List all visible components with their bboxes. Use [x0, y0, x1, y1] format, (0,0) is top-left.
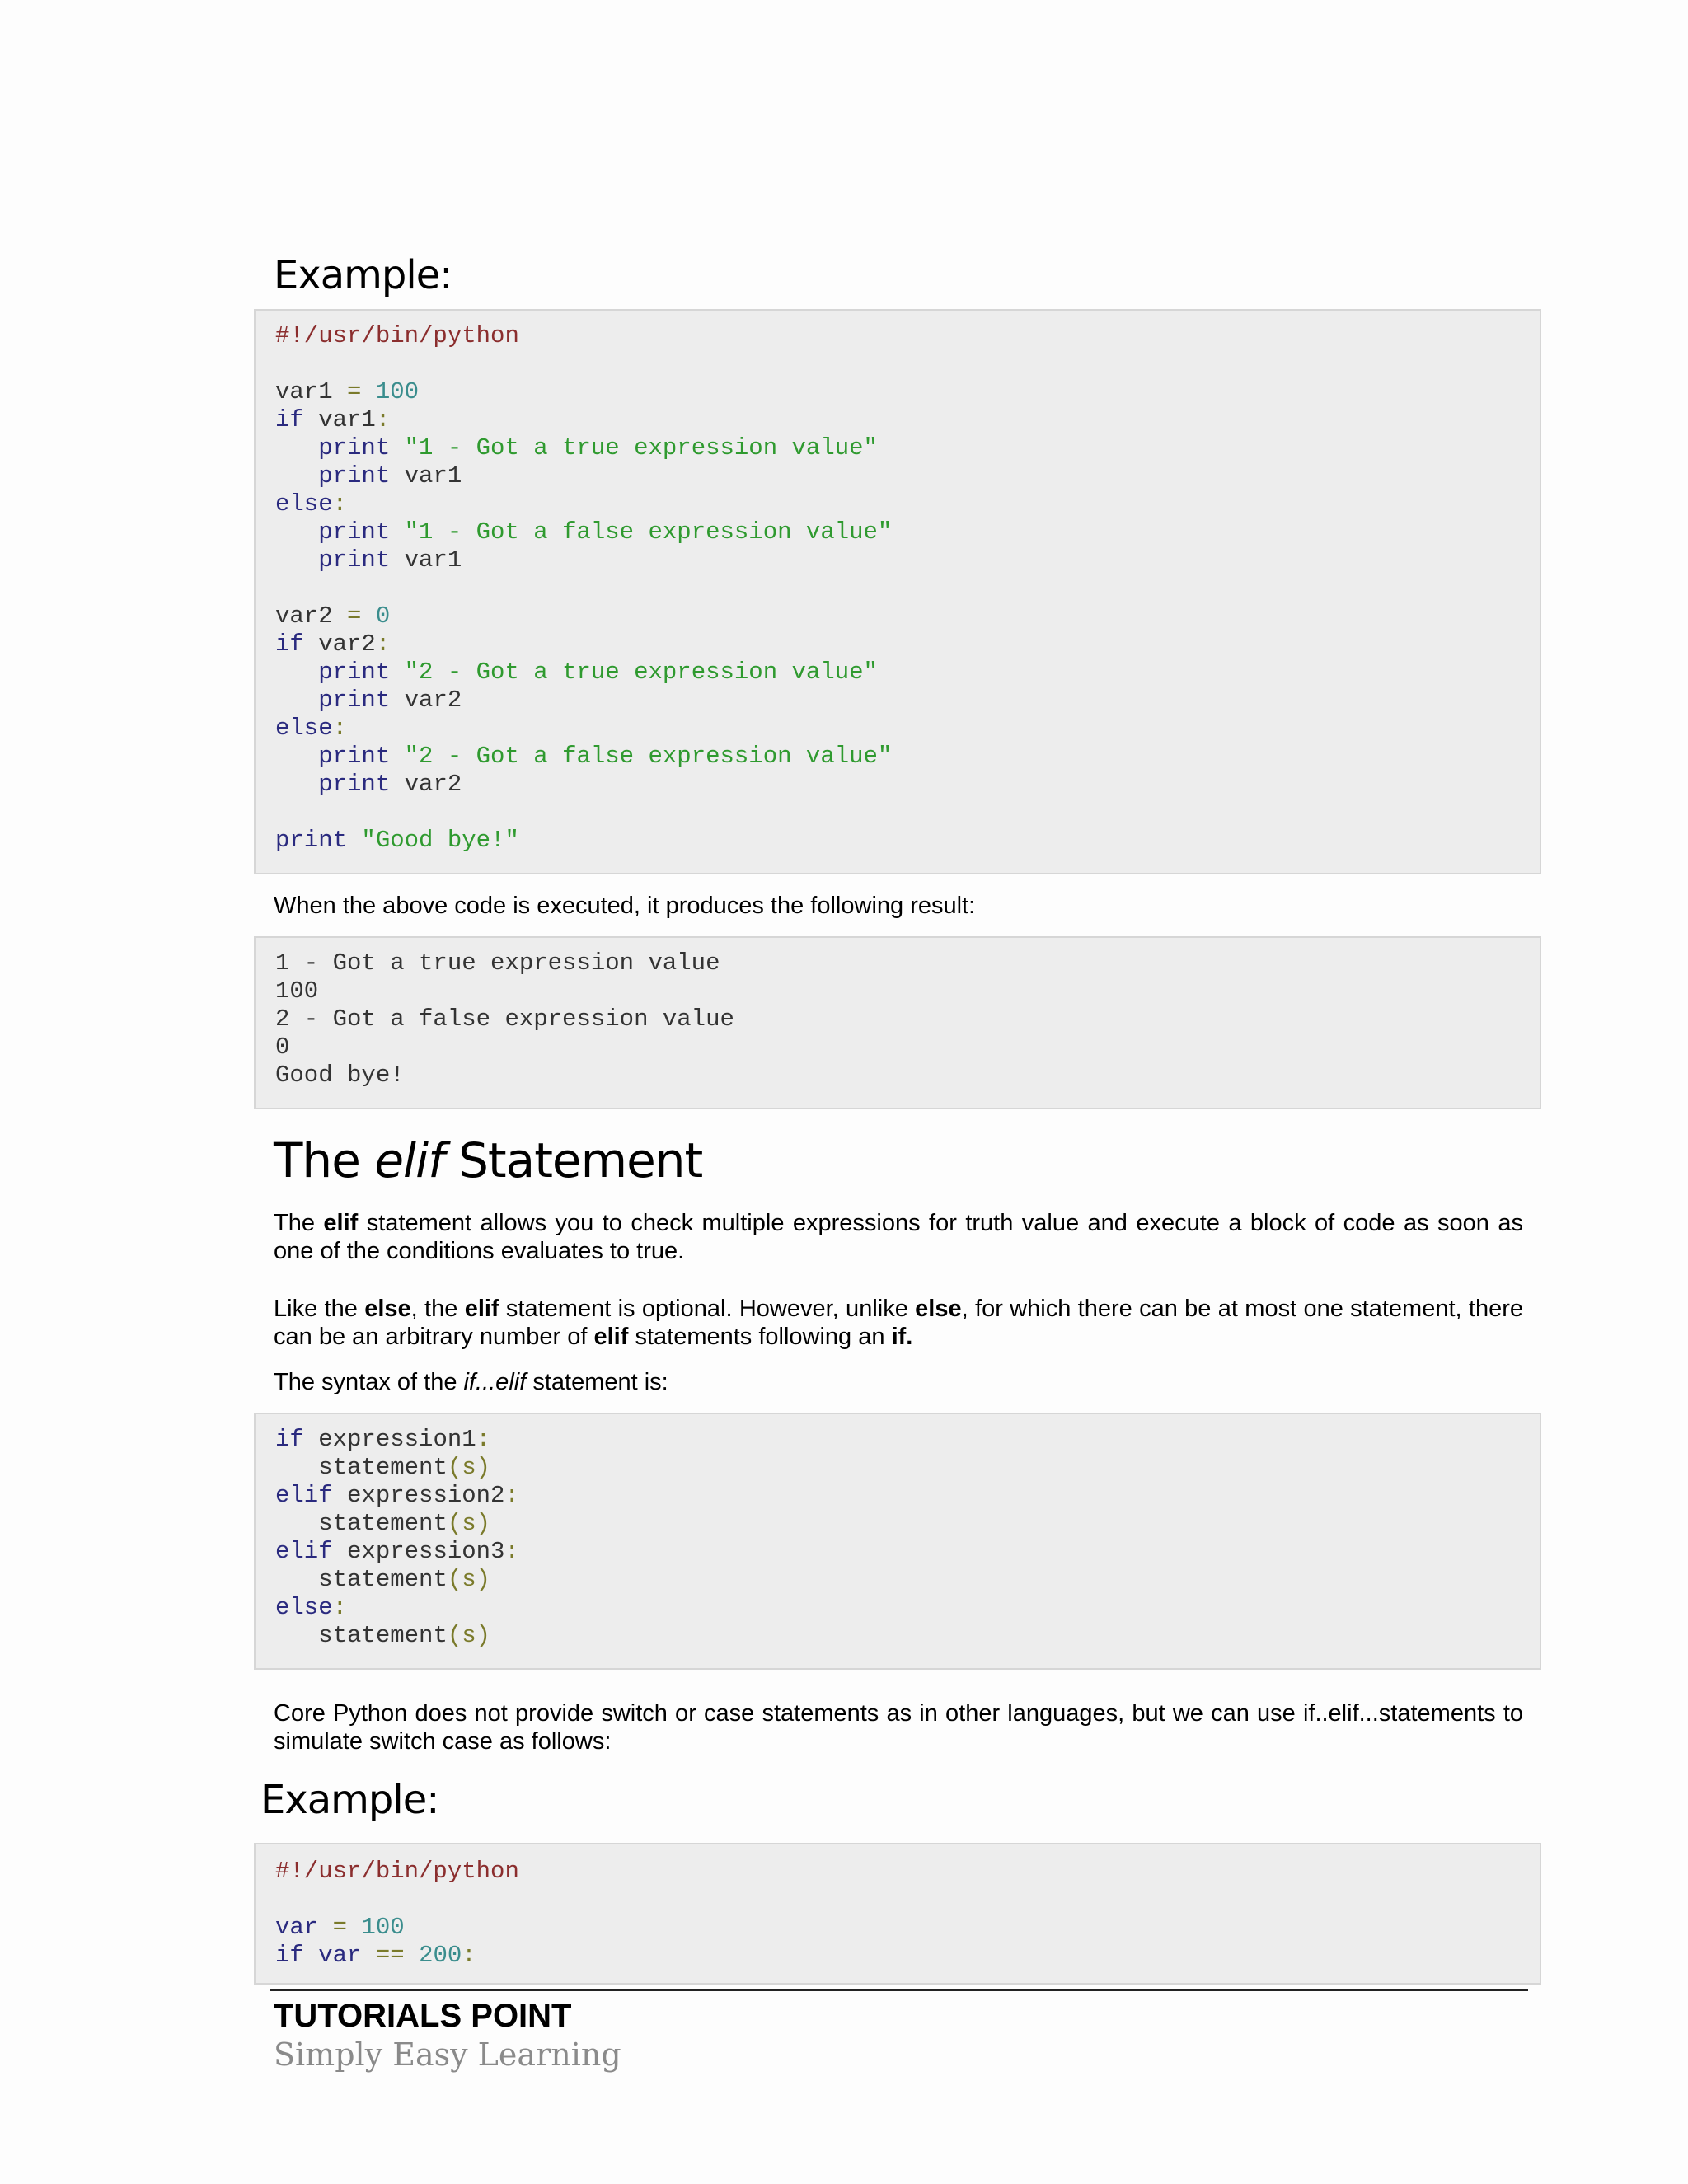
code-string: "1 - Got a false expression value" — [404, 518, 893, 546]
code-keyword: var — [275, 1914, 319, 1941]
code-line — [275, 322, 1520, 350]
code-line — [275, 378, 1520, 406]
code-line — [275, 434, 1520, 462]
code-colon: : — [375, 630, 391, 658]
shebang-comment: #!/usr/bin/python — [275, 322, 519, 349]
code-keyword: elif — [275, 1538, 333, 1565]
code-identifier: var2 — [404, 771, 462, 798]
code-line — [275, 630, 1520, 658]
code-line — [275, 490, 1520, 518]
code-line — [275, 1622, 1520, 1650]
code-paren: (s) — [447, 1454, 491, 1481]
example-heading: Example: — [274, 252, 452, 298]
code-line — [275, 1886, 1520, 1914]
code-keyword: print — [318, 462, 391, 490]
code-line — [275, 1454, 1520, 1482]
footer-divider — [270, 1989, 1528, 1991]
code-identifier: var2 — [275, 602, 333, 630]
code-colon: : — [476, 1426, 491, 1453]
code-identifier: statement — [318, 1566, 448, 1593]
code-line — [275, 1594, 1520, 1622]
output-line: Good bye! — [275, 1062, 405, 1089]
code-identifier: statement — [318, 1622, 448, 1649]
code-line — [275, 658, 1520, 687]
code-line — [275, 827, 1520, 855]
code-block — [254, 309, 1541, 874]
code-operator: = — [332, 1914, 348, 1941]
code-identifier: var2 — [318, 630, 376, 658]
syntax-intro-text: The syntax of the if...elif statement is: — [274, 1369, 668, 1395]
code-keyword: print — [275, 827, 348, 854]
code-keyword: print — [318, 658, 391, 686]
code-keyword: print — [318, 687, 391, 714]
code-keyword: if — [275, 406, 304, 434]
output-line: 100 — [275, 977, 319, 1005]
code-colon: : — [332, 490, 348, 518]
code-identifier: statement — [318, 1454, 448, 1481]
code-line — [275, 1566, 1520, 1594]
code-keyword: else — [275, 715, 333, 742]
code-line — [275, 1942, 1520, 1970]
code-identifier: expression3 — [347, 1538, 505, 1565]
elif-description-paragraph: The elif statement allows you to check multiple expressions for truth value and execute a block of code as soon as one of the conditions evaluates to true. — [274, 1210, 1523, 1264]
code-line — [275, 602, 1520, 630]
code-identifier: expression2 — [347, 1482, 505, 1509]
syntax-code-block — [254, 1413, 1541, 1670]
code-keyword: print — [318, 743, 391, 770]
output-line: 1 - Got a true expression value — [275, 949, 720, 977]
code-line — [275, 406, 1520, 434]
code-line — [275, 1538, 1520, 1566]
code-line — [275, 715, 1520, 743]
code-colon: : — [375, 406, 391, 434]
code-line — [275, 518, 1520, 546]
elif-optional-paragraph: Like the else, the elif statement is optional. However, unlike else, for which there can be at most one statement, there can be an arbitrary number of elif statements following an if. — [274, 1296, 1523, 1350]
code-line — [275, 771, 1520, 799]
section-heading: The elif Statement — [274, 1132, 703, 1188]
code-keyword: print — [318, 771, 391, 798]
code-line — [275, 687, 1520, 715]
code-line — [275, 462, 1520, 490]
code-keyword: else — [275, 490, 333, 518]
footer-brand: TUTORIALS POINT — [274, 1998, 572, 2034]
code-colon: : — [332, 715, 348, 742]
code-keyword: if — [275, 630, 304, 658]
output-line: 0 — [275, 1033, 290, 1061]
code-colon: : — [462, 1942, 476, 1969]
code-identifier: expression1 — [318, 1426, 476, 1453]
code-line — [275, 1914, 1520, 1942]
code-paren: (s) — [447, 1566, 491, 1593]
code-identifier: var1 — [404, 546, 462, 574]
code-paren: (s) — [447, 1510, 491, 1537]
code-line — [275, 574, 1520, 602]
switch-case-paragraph: Core Python does not provide switch or case statements as in other languages, but we can use if..elif...statements to simulate switch case as follows: — [274, 1700, 1523, 1755]
code-number: 200 — [419, 1942, 462, 1969]
code-operator: == — [375, 1942, 405, 1969]
code-number: 100 — [361, 1914, 405, 1941]
code-block — [254, 1843, 1541, 1985]
code-keyword: print — [318, 434, 391, 462]
code-operator: = — [347, 378, 362, 405]
code-identifier: statement — [318, 1510, 448, 1537]
code-identifier: var1 — [404, 462, 462, 490]
shebang-comment: #!/usr/bin/python — [275, 1858, 519, 1885]
code-line — [275, 1426, 1520, 1454]
code-identifier: var2 — [404, 687, 462, 714]
code-keyword: else — [275, 1594, 333, 1621]
footer-tagline: Simply Easy Learning — [274, 2036, 621, 2073]
code-line — [275, 743, 1520, 771]
code-keyword: if — [275, 1426, 304, 1453]
code-string: "Good bye!" — [361, 827, 519, 854]
example-heading: Example: — [260, 1777, 439, 1823]
code-line — [275, 1858, 1520, 1886]
code-line — [275, 1510, 1520, 1538]
code-string: "1 - Got a true expression value" — [404, 434, 878, 462]
code-colon: : — [504, 1538, 519, 1565]
code-colon: : — [504, 1482, 519, 1509]
code-identifier: var1 — [275, 378, 333, 405]
output-block — [254, 936, 1541, 1109]
code-colon: : — [332, 1594, 348, 1621]
code-identifier: var1 — [318, 406, 376, 434]
code-keyword: print — [318, 518, 391, 546]
output-line: 2 - Got a false expression value — [275, 1005, 734, 1033]
code-string: "2 - Got a true expression value" — [404, 658, 878, 686]
code-keyword: if — [275, 1942, 304, 1969]
code-line — [275, 546, 1520, 574]
code-line — [275, 350, 1520, 378]
code-keyword: print — [318, 546, 391, 574]
result-intro-text: When the above code is executed, it produces the following result: — [274, 893, 976, 919]
code-string: "2 - Got a false expression value" — [404, 743, 893, 770]
code-keyword: var — [318, 1942, 362, 1969]
code-keyword: elif — [275, 1482, 333, 1509]
code-number: 0 — [375, 602, 391, 630]
code-line — [275, 1482, 1520, 1510]
code-number: 100 — [375, 378, 420, 405]
code-line — [275, 799, 1520, 827]
code-operator: = — [347, 602, 362, 630]
code-paren: (s) — [447, 1622, 491, 1649]
